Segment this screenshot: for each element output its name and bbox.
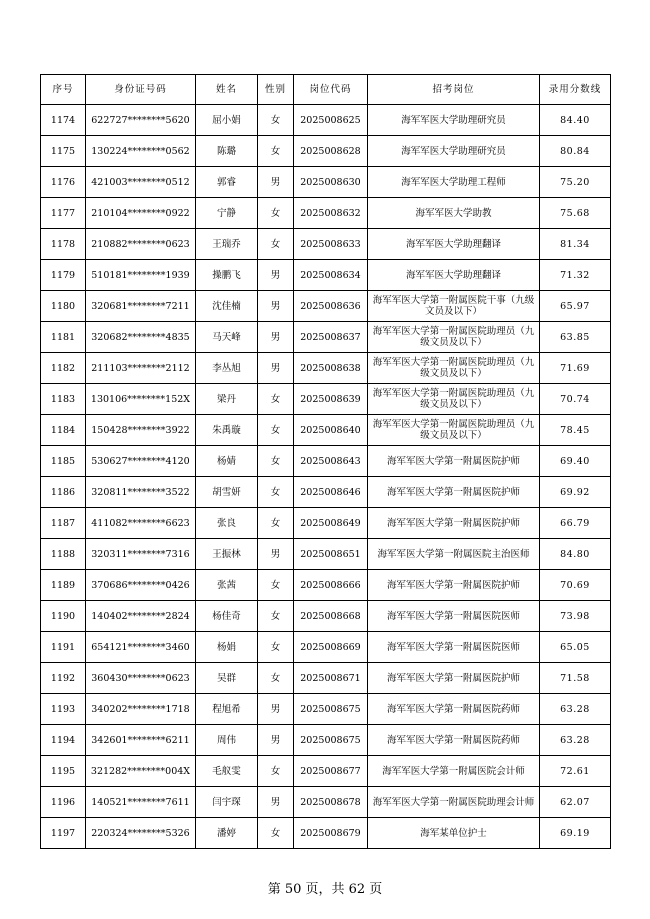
cell-serial: 1195	[41, 756, 86, 787]
cell-gender: 男	[258, 353, 294, 384]
cell-position: 海军某单位护士	[368, 818, 540, 849]
header-gender: 性别	[258, 75, 294, 105]
cell-name: 胡雪妍	[196, 477, 258, 508]
cell-id-number: 211103********2112	[86, 353, 196, 384]
cell-name: 王振林	[196, 539, 258, 570]
cell-serial: 1174	[41, 105, 86, 136]
cell-serial: 1185	[41, 446, 86, 477]
cell-name: 陈璐	[196, 136, 258, 167]
cell-serial: 1189	[41, 570, 86, 601]
table-row	[41, 322, 611, 353]
cell-id-number: 150428********3922	[86, 415, 196, 446]
cell-gender: 女	[258, 415, 294, 446]
cell-score: 84.80	[540, 539, 611, 570]
cell-position: 海军军医大学第一附属医院药师	[368, 725, 540, 756]
header-serial: 序号	[41, 75, 86, 105]
cell-gender: 女	[258, 570, 294, 601]
table-row	[41, 415, 611, 446]
cell-name: 杨娟	[196, 632, 258, 663]
cell-gender: 女	[258, 229, 294, 260]
cell-id-number: 421003********0512	[86, 167, 196, 198]
cell-name: 李丛旭	[196, 353, 258, 384]
cell-position-code: 2025008678	[294, 787, 368, 818]
cell-serial: 1184	[41, 415, 86, 446]
cell-serial: 1177	[41, 198, 86, 229]
cell-position-code: 2025008649	[294, 508, 368, 539]
cell-position-code: 2025008668	[294, 601, 368, 632]
cell-gender: 女	[258, 632, 294, 663]
cell-name: 张良	[196, 508, 258, 539]
cell-score: 75.20	[540, 167, 611, 198]
cell-position: 海军军医大学第一附属医院药师	[368, 694, 540, 725]
cell-position-code: 2025008637	[294, 322, 368, 353]
cell-serial: 1181	[41, 322, 86, 353]
header-position-code: 岗位代码	[294, 75, 368, 105]
cell-position: 海军军医大学第一附属医院会计师	[368, 756, 540, 787]
cell-position: 海军军医大学第一附属医院助理员（九级文员及以下）	[368, 384, 540, 415]
cell-id-number: 622727********5620	[86, 105, 196, 136]
cell-name: 屈小娟	[196, 105, 258, 136]
cell-serial: 1190	[41, 601, 86, 632]
cell-id-number: 530627********4120	[86, 446, 196, 477]
cell-score: 62.07	[540, 787, 611, 818]
header-name: 姓名	[196, 75, 258, 105]
cell-gender: 男	[258, 167, 294, 198]
cell-position: 海军军医大学第一附属医院护师	[368, 477, 540, 508]
cell-serial: 1182	[41, 353, 86, 384]
table-row	[41, 291, 611, 322]
table-row	[41, 787, 611, 818]
cell-name: 马天峰	[196, 322, 258, 353]
cell-id-number: 220324********5326	[86, 818, 196, 849]
cell-position: 海军军医大学第一附属医院主治医师	[368, 539, 540, 570]
cell-position-code: 2025008636	[294, 291, 368, 322]
cell-score: 80.84	[540, 136, 611, 167]
cell-position: 海军军医大学助理翻译	[368, 260, 540, 291]
table-row	[41, 198, 611, 229]
cell-name: 杨婧	[196, 446, 258, 477]
cell-position-code: 2025008643	[294, 446, 368, 477]
cell-gender: 男	[258, 291, 294, 322]
cell-gender: 女	[258, 136, 294, 167]
table-row	[41, 167, 611, 198]
cell-name: 程旭希	[196, 694, 258, 725]
cell-gender: 女	[258, 477, 294, 508]
cell-id-number: 320811********3522	[86, 477, 196, 508]
cell-position-code: 2025008638	[294, 353, 368, 384]
cell-id-number: 340202********1718	[86, 694, 196, 725]
cell-gender: 女	[258, 756, 294, 787]
cell-serial: 1179	[41, 260, 86, 291]
cell-score: 63.85	[540, 322, 611, 353]
cell-gender: 男	[258, 260, 294, 291]
cell-serial: 1191	[41, 632, 86, 663]
cell-name: 毛舣雯	[196, 756, 258, 787]
cell-score: 78.45	[540, 415, 611, 446]
cell-name: 梁丹	[196, 384, 258, 415]
cell-position: 海军军医大学助理研究员	[368, 136, 540, 167]
cell-serial: 1193	[41, 694, 86, 725]
cell-score: 69.92	[540, 477, 611, 508]
cell-score: 65.05	[540, 632, 611, 663]
cell-score: 69.40	[540, 446, 611, 477]
table-row	[41, 260, 611, 291]
table-row	[41, 601, 611, 632]
table-row	[41, 136, 611, 167]
cell-id-number: 342601********6211	[86, 725, 196, 756]
table-row	[41, 229, 611, 260]
cell-id-number: 411082********6623	[86, 508, 196, 539]
cell-gender: 男	[258, 322, 294, 353]
cell-id-number: 360430********0623	[86, 663, 196, 694]
cell-position-code: 2025008639	[294, 384, 368, 415]
table-row	[41, 570, 611, 601]
cell-gender: 男	[258, 539, 294, 570]
table-row	[41, 508, 611, 539]
cell-serial: 1178	[41, 229, 86, 260]
cell-position: 海军军医大学助理翻译	[368, 229, 540, 260]
cell-serial: 1192	[41, 663, 86, 694]
cell-id-number: 370686********0426	[86, 570, 196, 601]
cell-score: 71.58	[540, 663, 611, 694]
cell-score: 63.28	[540, 725, 611, 756]
cell-score: 69.19	[540, 818, 611, 849]
table-row	[41, 725, 611, 756]
cell-position-code: 2025008633	[294, 229, 368, 260]
cell-name: 郭睿	[196, 167, 258, 198]
cell-score: 73.98	[540, 601, 611, 632]
table-row	[41, 384, 611, 415]
table-row	[41, 477, 611, 508]
cell-position: 海军军医大学第一附属医院医师	[368, 632, 540, 663]
table-row	[41, 632, 611, 663]
cell-name: 杨佳奇	[196, 601, 258, 632]
cell-position-code: 2025008646	[294, 477, 368, 508]
cell-gender: 男	[258, 725, 294, 756]
cell-score: 66.79	[540, 508, 611, 539]
cell-gender: 女	[258, 601, 294, 632]
cell-position: 海军军医大学第一附属医院助理会计师	[368, 787, 540, 818]
cell-serial: 1187	[41, 508, 86, 539]
cell-name: 朱禹璇	[196, 415, 258, 446]
cell-position: 海军军医大学助理工程师	[368, 167, 540, 198]
admission-table	[40, 74, 611, 849]
table-row	[41, 694, 611, 725]
cell-name: 沈佳楠	[196, 291, 258, 322]
cell-position: 海军军医大学第一附属医院助理员（九级文员及以下）	[368, 415, 540, 446]
cell-name: 王瑞乔	[196, 229, 258, 260]
cell-position-code: 2025008675	[294, 725, 368, 756]
cell-score: 63.28	[540, 694, 611, 725]
table-row	[41, 818, 611, 849]
cell-position: 海军军医大学第一附属医院护师	[368, 570, 540, 601]
cell-position-code: 2025008666	[294, 570, 368, 601]
cell-id-number: 654121********3460	[86, 632, 196, 663]
page-footer: 第 50 页，共 62 页	[267, 882, 383, 897]
cell-position-code: 2025008669	[294, 632, 368, 663]
cell-gender: 女	[258, 818, 294, 849]
cell-name: 闫宇琛	[196, 787, 258, 818]
cell-serial: 1194	[41, 725, 86, 756]
header-id-number: 身份证号码	[86, 75, 196, 105]
cell-position-code: 2025008679	[294, 818, 368, 849]
cell-gender: 女	[258, 105, 294, 136]
cell-id-number: 140402********2824	[86, 601, 196, 632]
cell-id-number: 320311********7316	[86, 539, 196, 570]
cell-score: 75.68	[540, 198, 611, 229]
cell-position: 海军军医大学第一附属医院助理员（九级文员及以下）	[368, 322, 540, 353]
cell-score: 70.74	[540, 384, 611, 415]
cell-gender: 女	[258, 663, 294, 694]
cell-score: 72.61	[540, 756, 611, 787]
cell-position-code: 2025008630	[294, 167, 368, 198]
cell-position-code: 2025008632	[294, 198, 368, 229]
cell-serial: 1196	[41, 787, 86, 818]
cell-score: 71.32	[540, 260, 611, 291]
cell-gender: 女	[258, 384, 294, 415]
cell-id-number: 130224********0562	[86, 136, 196, 167]
cell-position-code: 2025008651	[294, 539, 368, 570]
cell-position-code: 2025008628	[294, 136, 368, 167]
table-row	[41, 756, 611, 787]
cell-name: 周伟	[196, 725, 258, 756]
cell-serial: 1180	[41, 291, 86, 322]
cell-id-number: 210104********0922	[86, 198, 196, 229]
cell-position: 海军军医大学助教	[368, 198, 540, 229]
cell-position: 海军军医大学第一附属医院助理员（九级文员及以下）	[368, 353, 540, 384]
cell-score: 70.69	[540, 570, 611, 601]
cell-serial: 1175	[41, 136, 86, 167]
cell-position-code: 2025008671	[294, 663, 368, 694]
cell-position-code: 2025008634	[294, 260, 368, 291]
cell-gender: 女	[258, 508, 294, 539]
cell-score: 71.69	[540, 353, 611, 384]
cell-gender: 男	[258, 787, 294, 818]
table-row	[41, 446, 611, 477]
cell-serial: 1183	[41, 384, 86, 415]
cell-serial: 1186	[41, 477, 86, 508]
header-position: 招考岗位	[368, 75, 540, 105]
cell-position: 海军军医大学助理研究员	[368, 105, 540, 136]
cell-id-number: 321282********004X	[86, 756, 196, 787]
cell-score: 81.34	[540, 229, 611, 260]
cell-gender: 男	[258, 694, 294, 725]
cell-id-number: 320682********4835	[86, 322, 196, 353]
cell-position: 海军军医大学第一附属医院护师	[368, 663, 540, 694]
table-row	[41, 353, 611, 384]
cell-name: 张茜	[196, 570, 258, 601]
cell-id-number: 510181********1939	[86, 260, 196, 291]
cell-serial: 1188	[41, 539, 86, 570]
table-row	[41, 105, 611, 136]
cell-serial: 1176	[41, 167, 86, 198]
cell-name: 吴群	[196, 663, 258, 694]
cell-gender: 女	[258, 446, 294, 477]
cell-position-code: 2025008675	[294, 694, 368, 725]
cell-score: 65.97	[540, 291, 611, 322]
cell-position-code: 2025008625	[294, 105, 368, 136]
cell-gender: 女	[258, 198, 294, 229]
cell-position-code: 2025008640	[294, 415, 368, 446]
header-score: 录用分数线	[540, 75, 611, 105]
cell-id-number: 140521********7611	[86, 787, 196, 818]
cell-id-number: 210882********0623	[86, 229, 196, 260]
cell-serial: 1197	[41, 818, 86, 849]
cell-position: 海军军医大学第一附属医院医师	[368, 601, 540, 632]
cell-position: 海军军医大学第一附属医院护师	[368, 446, 540, 477]
table-row	[41, 539, 611, 570]
table-header-row	[41, 75, 611, 105]
cell-name: 潘婷	[196, 818, 258, 849]
cell-id-number: 130106********152X	[86, 384, 196, 415]
cell-position: 海军军医大学第一附属医院干事（九级文员及以下）	[368, 291, 540, 322]
cell-score: 84.40	[540, 105, 611, 136]
cell-position-code: 2025008677	[294, 756, 368, 787]
cell-id-number: 320681********7211	[86, 291, 196, 322]
table-row	[41, 663, 611, 694]
cell-position: 海军军医大学第一附属医院护师	[368, 508, 540, 539]
cell-name: 宁静	[196, 198, 258, 229]
cell-name: 操鹏飞	[196, 260, 258, 291]
